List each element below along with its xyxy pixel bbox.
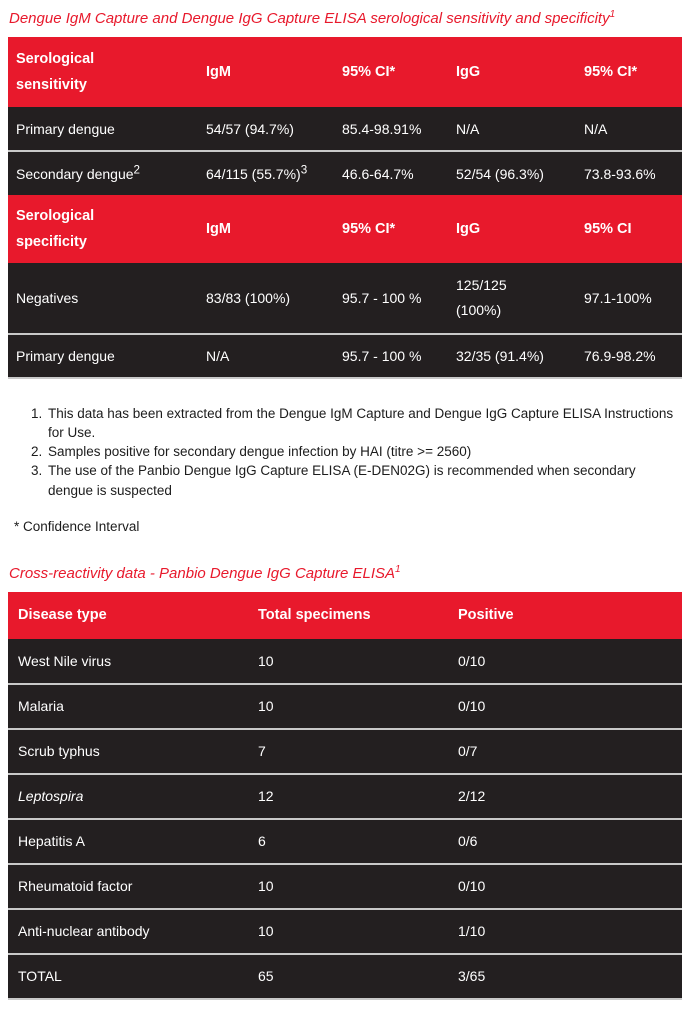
footnote-item: 2. Samples positive for secondary dengue infection by HAI (titre >= 2560)	[46, 442, 682, 461]
cell-igm: 54/57 (94.7%)	[198, 107, 334, 151]
footnote-item: 3. The use of the Panbio Dengue IgG Capture ELISA (E-DEN02G) is recommended when secondary dengue is suspected	[46, 461, 682, 499]
cell-total: 12	[248, 774, 448, 819]
table-row	[8, 639, 682, 684]
cell-igm-ci: 46.6-64.7%	[342, 165, 414, 182]
cell-igm-ci: 95.7 - 100 %	[334, 263, 448, 334]
table-row	[8, 774, 682, 819]
cell-row-label: Primary dengue	[8, 334, 198, 378]
table-row	[8, 107, 682, 151]
cell-total: 10	[248, 909, 448, 954]
title-text: Cross-reactivity data - Panbio Dengue IgG Capture ELISA	[9, 564, 396, 582]
cell-disease: West Nile virus	[8, 639, 248, 684]
cell-igm: N/A	[198, 334, 334, 378]
cell-positive: 0/7	[448, 729, 682, 774]
column-header-igm: IgM	[206, 64, 231, 80]
table-row	[8, 864, 682, 909]
table-row	[8, 151, 682, 195]
column-header-total-specimens: Total specimens	[258, 607, 371, 624]
cell-igg-ci: 76.9-98.2%	[576, 334, 682, 378]
title-footnote-ref: 1	[395, 563, 401, 575]
cell-disease: Hepatitis A	[8, 819, 248, 864]
cell-row-label: Primary dengue	[8, 107, 198, 151]
title-footnote-ref: 1	[609, 9, 616, 20]
table-row	[8, 334, 682, 378]
cross-reactivity-table-title	[9, 565, 682, 582]
column-header-igm: IgM	[206, 221, 231, 237]
sensitivity-specificity-table	[8, 37, 682, 379]
cell-igg: 52/54 (96.3%)	[456, 165, 544, 182]
cell-igg: N/A	[448, 107, 576, 151]
cell-disease: Scrub typhus	[8, 729, 248, 774]
table-row	[8, 819, 682, 864]
cell-igg: 125/125 (100%)	[448, 263, 576, 334]
cell-positive: 1/10	[448, 909, 682, 954]
cell-igm: 64/115 $(55.7\%)^3$	[206, 162, 308, 182]
cell-disease: Rheumatoid factor	[8, 864, 248, 909]
column-header-positive: Positive	[458, 607, 514, 624]
column-header-disease-type: Disease type	[18, 607, 107, 624]
column-header-serological-specificity: Serological specificity	[16, 207, 95, 250]
column-header-igg-ci: 95% CI	[584, 221, 632, 237]
cell-row-label: Negatives	[8, 263, 198, 334]
cell-igg-ci: 73.8-93.6%	[584, 165, 656, 182]
cell-igg-ci: N/A	[576, 107, 682, 151]
cell-disease: Malaria	[8, 684, 248, 729]
confidence-interval-note: * Confidence Interval	[14, 518, 140, 534]
cell-total: 65	[248, 954, 448, 999]
cell-positive: 0/10	[448, 639, 682, 684]
cell-positive: 2/12	[448, 774, 682, 819]
cell-total: 10	[248, 864, 448, 909]
cell-total: 10	[248, 639, 448, 684]
table-row	[8, 729, 682, 774]
cell-positive: 0/10	[448, 684, 682, 729]
title-text: Dengue IgM Capture and Dengue IgG Capture ELISA serological sensitivity and specificity	[9, 10, 610, 27]
table-row	[8, 684, 682, 729]
sensitivity-table-title	[9, 10, 682, 27]
column-header-igg: IgG	[456, 221, 481, 237]
footnote-ref: 3	[300, 162, 308, 176]
footnotes-list	[8, 404, 682, 500]
cell-igm-ci: 95.7 - 100 %	[334, 334, 448, 378]
cell-igm: 83/83 (100%)	[198, 263, 334, 334]
cell-positive: 3/65	[448, 954, 682, 999]
cell-total: 10	[248, 684, 448, 729]
footnote-ref: 2	[133, 162, 141, 176]
cell-disease: TOTAL	[8, 954, 248, 999]
cell-positive: 0/6	[448, 819, 682, 864]
column-header-igm-ci: 95% CI*	[342, 221, 396, 237]
cell-disease: Leptospira	[8, 774, 248, 819]
column-header-igg-ci: 95% CI*	[584, 64, 638, 80]
cell-row-label: Secondary dengue$^2$	[16, 162, 141, 182]
cell-total: 6	[248, 819, 448, 864]
cell-total: 7	[248, 729, 448, 774]
cross-reactivity-table	[8, 592, 682, 1000]
cross-reactivity-header-row	[8, 592, 682, 639]
cell-disease: Anti-nuclear antibody	[8, 909, 248, 954]
column-header-serological-sensitivity: Serological sensitivity	[16, 50, 95, 93]
table-row	[8, 909, 682, 954]
table-row	[8, 263, 682, 334]
cell-igm-ci: 85.4-98.91%	[334, 107, 448, 151]
column-header-igg: IgG	[456, 64, 481, 80]
table-row-total	[8, 954, 682, 999]
cell-igg-ci: 97.1-100%	[576, 263, 682, 334]
sensitivity-header-row	[8, 37, 682, 107]
column-header-igm-ci: 95% CI*	[342, 64, 396, 80]
specificity-header-row	[8, 195, 682, 263]
cell-positive: 0/10	[448, 864, 682, 909]
cell-igg: 32/35 (91.4%)	[448, 334, 576, 378]
footnote-item: 1. This data has been extracted from the Dengue IgM Capture and Dengue IgG Capture ELISA Instructions for Use.	[46, 404, 682, 442]
